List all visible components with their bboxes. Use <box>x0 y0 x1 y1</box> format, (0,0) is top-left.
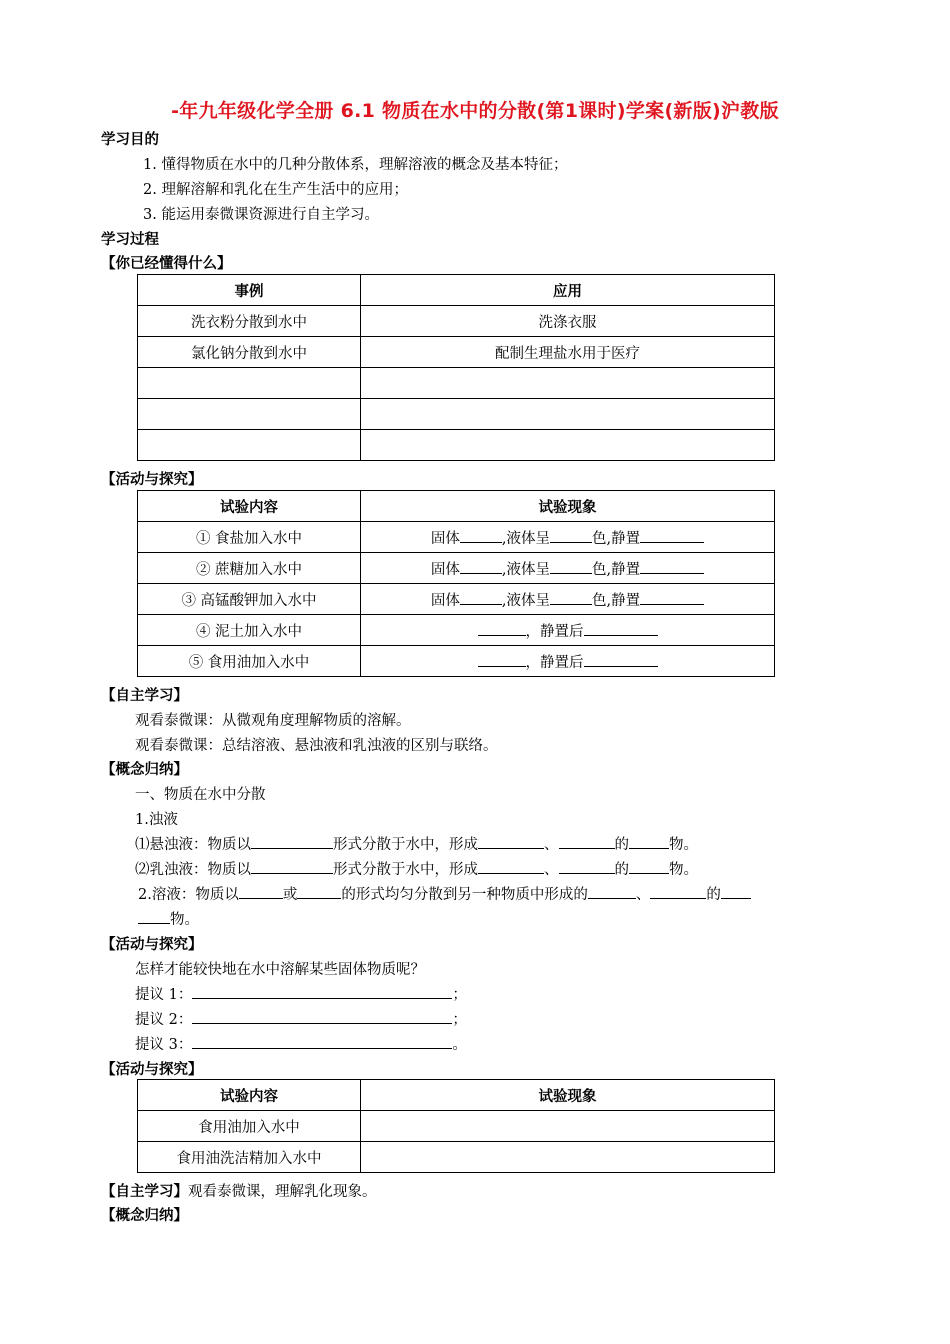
cell-text: 色,静置 <box>592 592 641 609</box>
table-cell: ① 食盐加入水中 <box>138 522 361 553</box>
cell-text: ,液体呈 <box>501 592 550 609</box>
known-table <box>137 274 775 461</box>
document-title: -年九年级化学全册 6.1 物质在水中的分散(第1课时)学案(新版)沪教版 <box>171 100 779 122</box>
answer-cell[interactable] <box>138 430 361 461</box>
table-row-empty <box>138 368 775 399</box>
answer-cell[interactable] <box>361 368 775 399</box>
blank[interactable] <box>478 652 526 667</box>
line-text: 物。 <box>170 912 199 928</box>
line-text: 的 <box>614 837 629 853</box>
table-cell: 配制生理盐水用于医疗 <box>361 337 775 368</box>
table-row <box>138 1111 775 1142</box>
proposal-line <box>135 983 467 1004</box>
subsection-title: 1.浊液 <box>135 812 178 828</box>
goal-item: 1. 懂得物质在水中的几种分散体系，理解溶液的概念及基本特征； <box>143 157 568 173</box>
observation-cell <box>361 646 775 677</box>
self-study-line: 观看泰微课：从微观角度理解物质的溶解。 <box>135 713 411 729</box>
suspension-line <box>135 833 698 854</box>
blank[interactable] <box>460 528 502 543</box>
table-cell: 氯化钠分散到水中 <box>138 337 361 368</box>
table-row <box>138 1142 775 1173</box>
answer-cell[interactable] <box>361 1111 775 1142</box>
blank[interactable] <box>550 590 592 605</box>
goals-heading: 学习目的 <box>101 132 159 148</box>
column-header: 试验现象 <box>361 1080 775 1111</box>
answer-cell[interactable] <box>361 1142 775 1173</box>
blank[interactable] <box>478 859 544 874</box>
concept-heading: 【概念归纳】 <box>101 1208 188 1224</box>
blank[interactable] <box>460 590 502 605</box>
blank[interactable] <box>478 621 526 636</box>
blank[interactable] <box>629 859 669 874</box>
line-text: ⑴悬浊液：物质以 <box>135 837 251 853</box>
blank[interactable] <box>460 559 502 574</box>
line-text: 、 <box>544 862 559 878</box>
blank[interactable] <box>559 834 615 849</box>
process-heading: 学习过程 <box>101 232 159 248</box>
blank[interactable] <box>478 834 544 849</box>
cell-text: ,液体呈 <box>501 561 550 578</box>
emulsion-experiment-table <box>137 1079 775 1173</box>
column-header: 事例 <box>138 275 361 306</box>
goal-item: 3. 能运用泰微课资源进行自主学习。 <box>143 207 379 223</box>
activity-heading: 【活动与探究】 <box>101 1062 203 1078</box>
self-study-heading: 【自主学习】 <box>101 688 188 704</box>
line-text: ； <box>452 987 467 1003</box>
blank[interactable] <box>239 884 283 899</box>
column-header: 试验现象 <box>361 491 775 522</box>
table-cell: ② 蔗糖加入水中 <box>138 553 361 584</box>
line-text: 2.溶液：物质以 <box>138 887 239 903</box>
line-text: 的形式均匀分散到另一种物质中形成的 <box>341 887 588 903</box>
table-cell: ③ 高锰酸钾加入水中 <box>138 584 361 615</box>
self-study-text: 观看泰微课，理解乳化现象。 <box>188 1184 377 1200</box>
table-cell: ⑤ 食用油加入水中 <box>138 646 361 677</box>
blank[interactable] <box>640 559 704 574</box>
proposal-line <box>135 1008 467 1029</box>
table-row <box>138 522 775 553</box>
table-cell: 洗涤衣服 <box>361 306 775 337</box>
solution-line <box>138 883 751 904</box>
table-row-empty <box>138 430 775 461</box>
observation-cell <box>361 522 775 553</box>
column-header: 应用 <box>361 275 775 306</box>
table-row <box>138 646 775 677</box>
blank[interactable] <box>559 859 615 874</box>
activity-heading: 【活动与探究】 <box>101 472 203 488</box>
table-header-row <box>138 491 775 522</box>
table-cell: 洗衣粉分散到水中 <box>138 306 361 337</box>
line-text: 、 <box>635 887 651 903</box>
blank[interactable] <box>550 559 592 574</box>
question-text: 怎样才能较快地在水中溶解某些固体物质呢？ <box>135 962 425 978</box>
line-text: 物。 <box>669 862 698 878</box>
cell-text: 固体 <box>430 561 460 578</box>
line-text: 形式分散于水中，形成 <box>333 862 478 878</box>
blank[interactable] <box>650 884 706 899</box>
proposal-label: 提议 2： <box>135 1012 193 1028</box>
goal-item: 2. 理解溶解和乳化在生产生活中的应用； <box>143 182 408 198</box>
table-row <box>138 553 775 584</box>
answer-cell[interactable] <box>361 430 775 461</box>
blank[interactable] <box>721 884 751 899</box>
proposal-line <box>135 1033 467 1054</box>
blank[interactable] <box>584 621 658 636</box>
cell-text: 色,静置 <box>592 561 641 578</box>
cell-text: 色,静置 <box>592 530 641 547</box>
blank[interactable] <box>640 528 704 543</box>
line-text: 。 <box>452 1037 467 1053</box>
cell-text: ,液体呈 <box>501 530 550 547</box>
proposal-label: 提议 1： <box>135 987 193 1003</box>
proposal-blank[interactable] <box>192 984 452 999</box>
proposal-blank[interactable] <box>192 1034 452 1049</box>
blank[interactable] <box>629 834 669 849</box>
blank[interactable] <box>251 859 333 874</box>
answer-cell[interactable] <box>138 399 361 430</box>
line-text: 、 <box>544 837 559 853</box>
cell-text: ，静置后 <box>525 654 584 671</box>
proposal-blank[interactable] <box>192 1009 452 1024</box>
concept-heading: 【概念归纳】 <box>101 762 188 778</box>
blank[interactable] <box>588 884 636 899</box>
solution-line-cont <box>138 908 199 929</box>
table-header-row <box>138 1080 775 1111</box>
answer-cell[interactable] <box>138 368 361 399</box>
line-text: 的 <box>614 862 629 878</box>
known-heading: 【你已经懂得什么】 <box>101 256 232 272</box>
answer-cell[interactable] <box>361 399 775 430</box>
activity-heading: 【活动与探究】 <box>101 937 203 953</box>
table-row <box>138 584 775 615</box>
table-cell: 食用油洗洁精加入水中 <box>138 1142 361 1173</box>
table-header-row <box>138 275 775 306</box>
table-cell: 食用油加入水中 <box>138 1111 361 1142</box>
line-text: 或 <box>282 887 298 903</box>
line-text: ； <box>452 1012 467 1028</box>
column-header: 试验内容 <box>138 1080 361 1111</box>
table-row-empty <box>138 399 775 430</box>
table-row <box>138 337 775 368</box>
self-study-heading: 【自主学习】 <box>101 1184 188 1200</box>
cell-text: 固体 <box>430 530 460 547</box>
observation-cell <box>361 615 775 646</box>
blank[interactable] <box>297 884 341 899</box>
line-text: 的 <box>706 887 721 903</box>
table-row <box>138 306 775 337</box>
observation-cell <box>361 553 775 584</box>
blank[interactable] <box>584 652 658 667</box>
line-text: 形式分散于水中，形成 <box>333 837 478 853</box>
cell-text: ，静置后 <box>525 623 584 640</box>
cell-text: 固体 <box>430 592 460 609</box>
self-study-line: 观看泰微课：总结溶液、悬浊液和乳浊液的区别与联络。 <box>135 738 498 754</box>
table-row <box>138 615 775 646</box>
self-study-line <box>101 1180 377 1201</box>
blank[interactable] <box>251 834 333 849</box>
experiment-table <box>137 490 775 677</box>
blank[interactable] <box>640 590 704 605</box>
observation-cell <box>361 584 775 615</box>
section-title: 一、物质在水中分散 <box>135 787 266 803</box>
blank[interactable] <box>138 909 170 924</box>
emulsion-line <box>135 858 698 879</box>
proposal-label: 提议 3： <box>135 1037 193 1053</box>
column-header: 试验内容 <box>138 491 361 522</box>
line-text: 物。 <box>669 837 698 853</box>
line-text: ⑵乳浊液：物质以 <box>135 862 251 878</box>
table-cell: ④ 泥土加入水中 <box>138 615 361 646</box>
blank[interactable] <box>550 528 592 543</box>
